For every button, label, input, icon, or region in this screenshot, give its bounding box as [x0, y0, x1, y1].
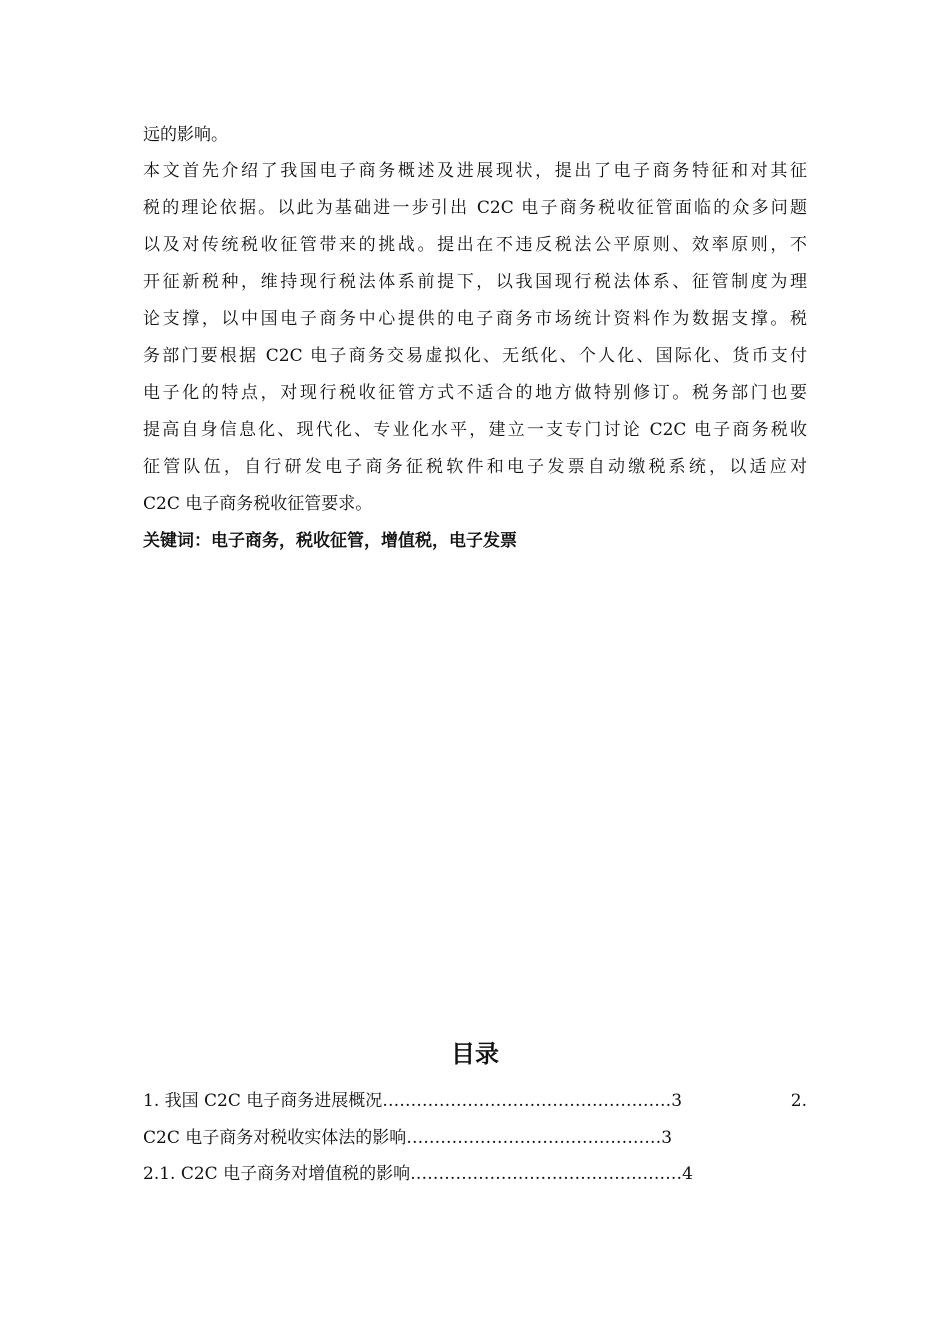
- toc-entry[interactable]: [143, 1128, 807, 1148]
- abstract-line: 征管队伍，自行研发电子商务征税软件和电子发票自动缴税系统，以适应对: [143, 457, 807, 477]
- toc-title: 目录: [451, 1040, 499, 1068]
- abstract-line: 以及对传统税收征管带来的挑战。提出在不违反税法公平原则、效率原则，不: [143, 235, 807, 255]
- abstract-line: 本文首先介绍了我国电子商务概述及进展现状，提出了电子商务特征和对其征: [143, 161, 807, 181]
- toc-next-number: 2.: [790, 1091, 807, 1111]
- abstract-line: 论支撑，以中国电子商务中心提供的电子商务市场统计资料作为数据支撑。税: [143, 309, 807, 329]
- toc-entry-text: 1. 我国 C2C 电子商务进展概况……………………………………………3: [143, 1091, 683, 1111]
- toc-entry-text: 2.1. C2C 电子商务对增值税的影响…………………………………………4: [143, 1164, 693, 1184]
- toc-entry[interactable]: [143, 1164, 807, 1184]
- abstract-line: C2C 电子商务税收征管要求。: [143, 494, 373, 514]
- abstract-line: 税的理论依据。以此为基础进一步引出 C2C 电子商务税收征管面临的众多问题: [143, 198, 807, 218]
- toc-entry[interactable]: [143, 1091, 807, 1111]
- abstract-line: 开征新税种，维持现行税法体系前提下，以我国现行税法体系、征管制度为理: [143, 272, 807, 292]
- keywords-line: 关键词：电子商务，税收征管，增值税，电子发票: [143, 531, 517, 551]
- abstract-line: 远的影响。: [143, 125, 228, 145]
- abstract-line: 电子化的特点，对现行税收征管方式不适合的地方做特别修订。税务部门也要: [143, 383, 807, 403]
- abstract-line: 务部门要根据 C2C 电子商务交易虚拟化、无纸化、个人化、国际化、货币支付: [143, 346, 807, 366]
- toc-entry-text: C2C 电子商务对税收实体法的影响………………………………………3: [143, 1128, 673, 1148]
- abstract-line: 提高自身信息化、现代化、专业化水平，建立一支专门讨论 C2C 电子商务税收: [143, 420, 807, 440]
